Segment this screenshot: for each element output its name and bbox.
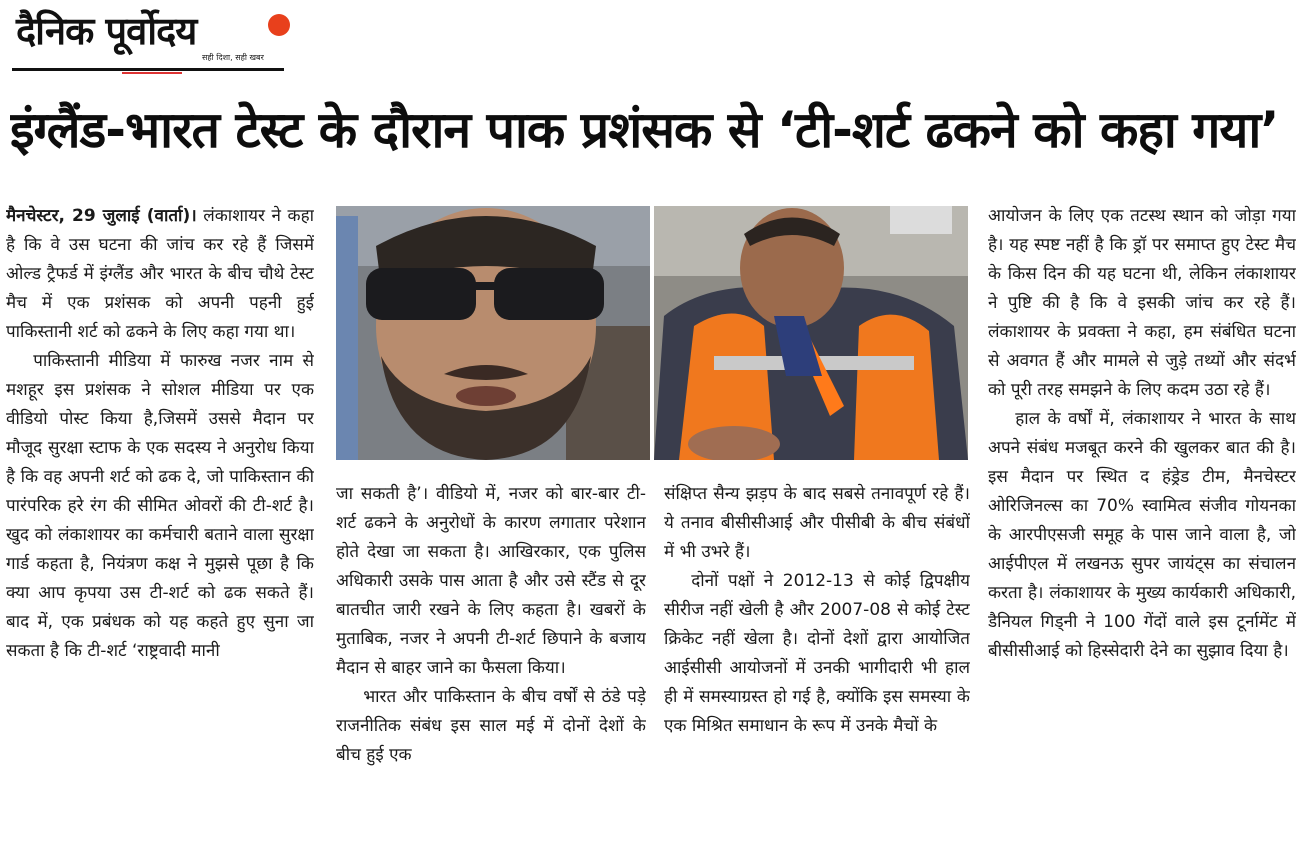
- logo-dot-icon: [268, 14, 290, 36]
- article-column-1: [6, 202, 314, 848]
- masthead-rule: [12, 68, 284, 71]
- photo-staff-image: [654, 206, 968, 460]
- paragraph: लंकाशायर ने कहा है कि वे उस घटना की जांच कर रहे हैं जिसमें ओल्ड ट्रैफर्ड में इंग्लैंड और भारत के बीच चौथे टेस्ट मैच में एक प्रशंसक को अपनी पहनी हुई पाकिस्तानी शर्ट को ढकने के लिए कहा गया था।: [6, 206, 314, 342]
- paragraph: भारत और पाकिस्तान के बीच वर्षों से ठंडे पड़े राजनीतिक संबंध इस साल मई में दोनों देशों के बीच हुई एक: [336, 687, 646, 765]
- photo-fan-selfie: [336, 206, 650, 460]
- paragraph: हाल के वर्षों में, लंकाशायर ने भारत के साथ अपने संबंध मजबूत करने की खुलकर बात की है। इस मैदान पर स्थित द हंड्रेड टीम, मैनचेस्टर ओरिजिनल्स का 70% स्वामित्व संजीव गोयनका के आरपीएसजी समूह के पास जाने वाला है, जो आईपीएल में लखनऊ सुपर जायंट्स का संचालन करता है। लंकाशायर के मुख्य कार्यकारी अधिकारी, डैनियल गिड्नी ने 100 गेंदों वाले इस टूर्नामेंट में बीसीसीआई को हिस्सेदारी देने का सुझाव दिया है।: [988, 409, 1296, 661]
- masthead: [12, 4, 288, 72]
- newspaper-logo: दैनिक पूर्वोदय: [16, 9, 197, 53]
- dateline: मैनचेस्टर, 29 जुलाई (वार्ता)।: [6, 206, 197, 226]
- article-column-4: [988, 202, 1296, 848]
- article-headline: इंग्लैंड-भारत टेस्ट के दौरान पाक प्रशंसक से ‘टी-शर्ट ढकने को कहा गया’: [10, 101, 1279, 159]
- dateline-paragraph: [6, 202, 314, 347]
- paragraph: जा सकती है’। वीडियो में, नजर को बार-बार टी-शर्ट ढकने के अनुरोधों के कारण लगातार परेशान होते देखा जा सकता है। आखिरकार, एक पुलिस अधिकारी उसके पास आता है और उसे स्टैंड से दूर बातचीत जारी रखने के लिए कहता है। खबरों के मुताबिक, नजर ने अपनी टी-शर्ट छिपाने के बजाय मैदान से बाहर जाने का फैसला किया।: [336, 484, 646, 678]
- masthead-subrule: [122, 72, 182, 74]
- article-column-3: [664, 480, 970, 848]
- newspaper-tagline: सही दिशा, सही खबर: [202, 53, 264, 62]
- article-column-2: [336, 480, 646, 848]
- paragraph: पाकिस्तानी मीडिया में फारुख नजर नाम से मशहूर इस प्रशंसक ने सोशल मीडिया पर एक वीडियो पोस्ट किया है,जिसमें उससे मैदान पर मौजूद सुरक्षा स्टाफ के एक सदस्य ने अनुरोध किया है कि वह अपनी शर्ट को ढक दे, जो पाकिस्तान की पारंपरिक हरे रंग की सीमित ओवरों की टी-शर्ट है। खुद को लंकाशायर का कर्मचारी बताने वाला सुरक्षा गार्ड कहता है, नियंत्रण कक्ष ने मुझसे पूछा है कि क्या आप कृपया उस टी-शर्ट को ढक सकते हैं। बाद में, एक प्रबंधक को यह कहते हुए सुना जा सकता है कि टी-शर्ट ‘राष्ट्रवादी मानी: [6, 351, 314, 661]
- photo-security-staff: [654, 206, 968, 460]
- paragraph: संक्षिप्त सैन्य झड़प के बाद सबसे तनावपूर्ण रहे हैं। ये तनाव बीसीसीआई और पीसीबी के बीच संबंधों में भी उभरे हैं।: [664, 484, 970, 562]
- paragraph: आयोजन के लिए एक तटस्थ स्थान को जोड़ा गया है। यह स्पष्ट नहीं है कि ड्रॉ पर समाप्त हुए टेस्ट मैच के किस दिन की यह घटना थी, लेकिन लंकाशायर ने पुष्टि की है कि वे इसकी जांच कर रहे हैं। लंकाशायर के प्रवक्ता ने कहा, हम संबंधित घटना से अवगत हैं और मामले से जुड़े तथ्यों और संदर्भ को पूरी तरह समझने के लिए कदम उठा रहे हैं।: [988, 206, 1296, 400]
- photo-fan-image: [336, 206, 650, 460]
- paragraph: दोनों पक्षों ने 2012-13 से कोई द्विपक्षीय सीरीज नहीं खेली है और 2007-08 से कोई टेस्ट क्रिकेट नहीं खेला है। दोनों देशों द्वारा आयोजित आईसीसी आयोजनों में उनकी भागीदारी भी हाल ही में समस्याग्रस्त हो गई है, क्योंकि इस समस्या के एक मिश्रित समाधान के रूप में उनके मैचों के: [664, 571, 970, 736]
